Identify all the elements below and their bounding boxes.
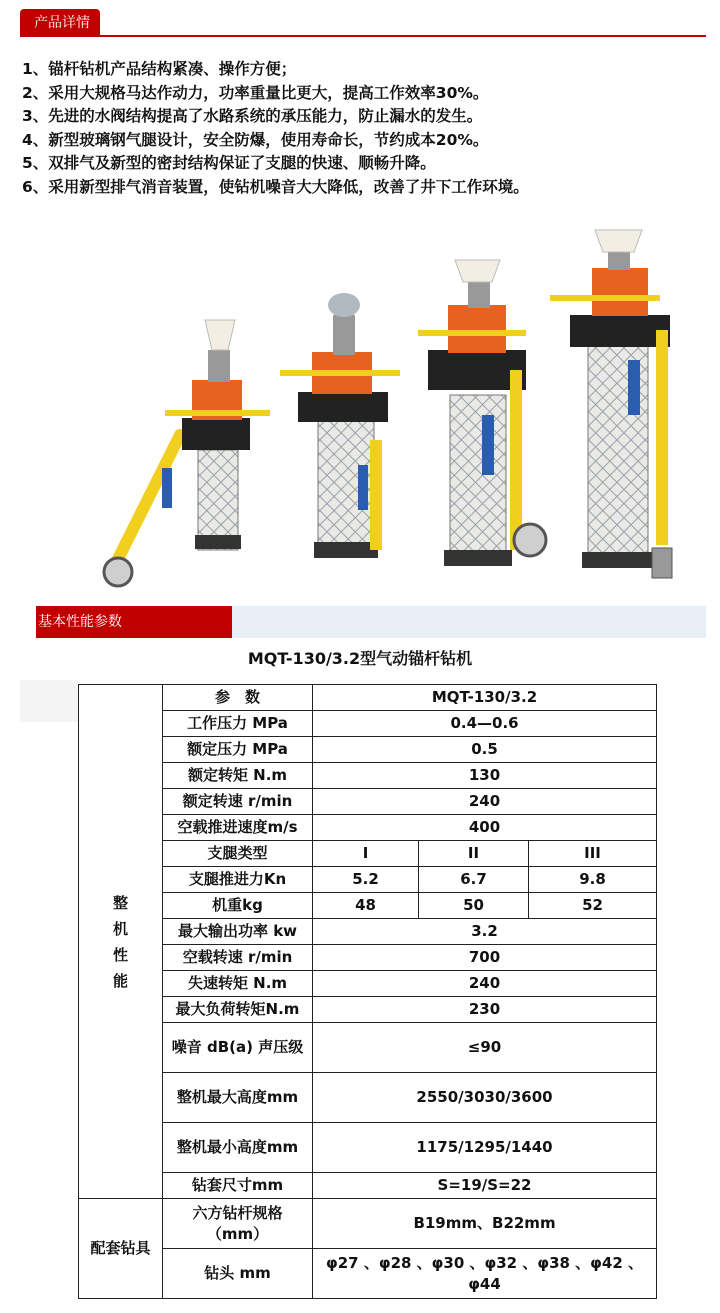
param-value-cell: B19mm、B22mm	[313, 1199, 657, 1249]
table-row	[79, 1199, 657, 1249]
param-name-cell: 最大负荷转矩N.m	[163, 997, 313, 1023]
param-value-cell: I	[313, 841, 419, 867]
param-value-cell: 6.7	[419, 867, 529, 893]
table-row	[79, 1023, 657, 1073]
table-row	[79, 1173, 657, 1199]
section-tab: 基本性能参数	[36, 606, 232, 638]
feature-item: 5、双排气及新型的密封结构保证了支腿的快速、顺畅升降。	[22, 154, 436, 172]
feature-list	[22, 58, 702, 199]
section-tab: 产品详情	[20, 9, 100, 37]
param-name-cell: 失速转矩 N.m	[163, 971, 313, 997]
table-row	[79, 685, 657, 711]
param-value-cell: 230	[313, 997, 657, 1023]
table-row	[79, 1249, 657, 1299]
table-row	[79, 997, 657, 1023]
param-name-cell: 空载推进速度m/s	[163, 815, 313, 841]
param-value-cell: S=19/S=22	[313, 1173, 657, 1199]
param-value-cell: II	[419, 841, 529, 867]
param-value-cell: φ27 、φ28 、φ30 、φ32 、φ38 、φ42 、φ44	[313, 1249, 657, 1299]
feature-item: 3、先进的水阀结构提高了水路系统的承压能力，防止漏水的发生。	[22, 107, 483, 125]
param-name-cell: 参 数	[163, 685, 313, 711]
feature-item: 2、采用大规格马达作动力，功率重量比更大，提高工作效率30%。	[22, 83, 489, 102]
param-value-cell: 400	[313, 815, 657, 841]
param-value-cell: MQT-130/3.2	[313, 685, 657, 711]
param-value-cell: 240	[313, 971, 657, 997]
param-name-cell: 钻头 mm	[163, 1249, 313, 1299]
group-label: 配套钻具	[79, 1199, 163, 1299]
section-header-basic-params	[20, 606, 706, 638]
param-name-cell: 额定压力 MPa	[163, 737, 313, 763]
table-row	[79, 1123, 657, 1173]
param-name-cell: 整机最大高度mm	[163, 1073, 313, 1123]
param-value-cell: 0.4—0.6	[313, 711, 657, 737]
param-name-cell: 机重kg	[163, 893, 313, 919]
feature-item: 4、新型玻璃钢气腿设计，安全防爆，使用寿命长，节约成本20%。	[22, 130, 489, 149]
table-row	[79, 919, 657, 945]
table-row	[79, 945, 657, 971]
spec-table	[78, 684, 657, 1299]
param-name-cell: 噪音 dB(a) 声压级	[163, 1023, 313, 1073]
product-photo	[30, 220, 690, 595]
param-name-cell: 六方钻杆规格（mm）	[163, 1199, 313, 1249]
section-header-product-details	[20, 9, 706, 37]
param-value-cell: 0.5	[313, 737, 657, 763]
spec-table-body	[79, 685, 657, 1299]
param-value-cell: 9.8	[529, 867, 657, 893]
header-bar	[232, 606, 706, 638]
param-value-cell: III	[529, 841, 657, 867]
drill-model-1	[104, 320, 270, 586]
table-row	[79, 867, 657, 893]
param-value-cell: 5.2	[313, 867, 419, 893]
param-name-cell: 整机最小高度mm	[163, 1123, 313, 1173]
param-value-cell: 700	[313, 945, 657, 971]
drill-model-3	[418, 260, 546, 566]
table-row	[79, 763, 657, 789]
param-value-cell: 3.2	[313, 919, 657, 945]
table-row	[79, 841, 657, 867]
table-row	[79, 737, 657, 763]
table-row	[79, 893, 657, 919]
group-label: 整 机 性 能	[79, 685, 163, 1199]
drill-model-2	[280, 293, 400, 558]
feature-item: 6、采用新型排气消音装置，使钻机噪音大大降低，改善了井下工作环境。	[22, 177, 529, 196]
drill-model-4	[550, 230, 672, 578]
table-title: MQT-130/3.2型气动锚杆钻机	[247, 649, 473, 668]
decorative-strip	[20, 680, 78, 722]
param-value-cell: 1175/1295/1440	[313, 1123, 657, 1173]
table-row	[79, 789, 657, 815]
param-name-cell: 额定转矩 N.m	[163, 763, 313, 789]
table-row	[79, 1073, 657, 1123]
param-value-cell: 50	[419, 893, 529, 919]
param-value-cell: 130	[313, 763, 657, 789]
section-rule	[20, 35, 706, 37]
table-row	[79, 971, 657, 997]
param-name-cell: 钻套尺寸mm	[163, 1173, 313, 1199]
param-value-cell: 2550/3030/3600	[313, 1073, 657, 1123]
param-name-cell: 空载转速 r/min	[163, 945, 313, 971]
param-value-cell: 52	[529, 893, 657, 919]
table-row	[79, 815, 657, 841]
param-value-cell: 240	[313, 789, 657, 815]
param-name-cell: 支腿推进力Kn	[163, 867, 313, 893]
param-value-cell: 48	[313, 893, 419, 919]
param-value-cell: ≤90	[313, 1023, 657, 1073]
param-name-cell: 最大输出功率 kw	[163, 919, 313, 945]
param-name-cell: 支腿类型	[163, 841, 313, 867]
param-name-cell: 工作压力 MPa	[163, 711, 313, 737]
table-row	[79, 711, 657, 737]
param-name-cell: 额定转速 r/min	[163, 789, 313, 815]
feature-item: 1、锚杆钻机产品结构紧凑、操作方便；	[22, 60, 297, 78]
